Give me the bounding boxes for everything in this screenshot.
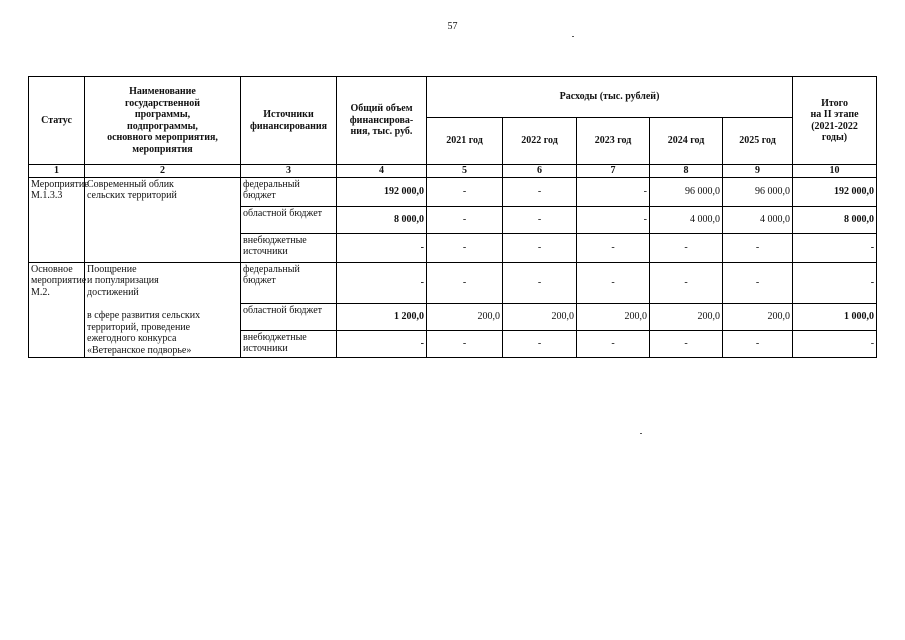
column-number: 6: [503, 165, 577, 178]
row-value-2024: 200,0: [650, 303, 723, 330]
row-program-name: Поощрение и популяризация достижений в сфере развития сельских территорий, проведение ежегодного конкурса «Ветеранское подворье»: [85, 262, 241, 358]
row-total-volume: 192 000,0: [337, 177, 427, 206]
row-value-2023: -: [577, 206, 650, 233]
table-row: [29, 177, 877, 206]
row-value-2021: -: [427, 330, 503, 357]
column-number: 8: [650, 165, 723, 178]
row-stage-total: 1 000,0: [793, 303, 877, 330]
row-value-2022: -: [503, 262, 577, 303]
row-total-volume: -: [337, 262, 427, 303]
row-value-2021: 200,0: [427, 303, 503, 330]
column-number: 1: [29, 165, 85, 178]
column-number: 4: [337, 165, 427, 178]
header-year-2022: 2022 год: [503, 118, 577, 165]
scan-speck: [640, 433, 642, 434]
row-value-2021: -: [427, 262, 503, 303]
header-year-2023: 2023 год: [577, 118, 650, 165]
row-value-2025: -: [723, 233, 793, 262]
row-value-2023: -: [577, 262, 650, 303]
header-sources: Источники финансирования: [241, 77, 337, 165]
row-value-2025: 200,0: [723, 303, 793, 330]
header-name: Наименование государственной программы, подпрограммы, основного мероприятия, мероприятия: [85, 77, 241, 165]
row-value-2024: -: [650, 330, 723, 357]
row-source: областной бюджет: [241, 303, 337, 330]
scan-speck: [572, 36, 574, 37]
row-source: внебюджетные источники: [241, 233, 337, 262]
row-value-2024: 96 000,0: [650, 177, 723, 206]
row-value-2023: -: [577, 233, 650, 262]
row-source: областной бюджет: [241, 206, 337, 233]
column-number: 7: [577, 165, 650, 178]
header-year-2025: 2025 год: [723, 118, 793, 165]
table-row: [29, 262, 877, 303]
column-numbers-row: [29, 165, 877, 178]
row-value-2021: -: [427, 233, 503, 262]
row-status: Основное мероприятие М.2.: [29, 262, 85, 358]
row-value-2021: -: [427, 177, 503, 206]
row-value-2025: 96 000,0: [723, 177, 793, 206]
column-number: 9: [723, 165, 793, 178]
page-number: 57: [447, 21, 458, 32]
row-value-2025: 4 000,0: [723, 206, 793, 233]
row-total-volume: -: [337, 233, 427, 262]
row-value-2021: -: [427, 206, 503, 233]
row-value-2024: -: [650, 262, 723, 303]
row-value-2022: -: [503, 206, 577, 233]
header-status: Статус: [29, 77, 85, 165]
column-number: 5: [427, 165, 503, 178]
column-number: 2: [85, 165, 241, 178]
row-value-2025: -: [723, 262, 793, 303]
row-value-2024: -: [650, 233, 723, 262]
row-value-2024: 4 000,0: [650, 206, 723, 233]
row-stage-total: -: [793, 262, 877, 303]
row-value-2023: 200,0: [577, 303, 650, 330]
row-stage-total: -: [793, 330, 877, 357]
row-program-name: Современный облик сельских территорий: [85, 177, 241, 262]
row-value-2025: -: [723, 330, 793, 357]
row-value-2022: 200,0: [503, 303, 577, 330]
header-year-2021: 2021 год: [427, 118, 503, 165]
row-source: федеральный бюджет: [241, 177, 337, 206]
row-stage-total: 8 000,0: [793, 206, 877, 233]
row-status: Мероприятие М.1.3.3: [29, 177, 85, 262]
row-source: федеральный бюджет: [241, 262, 337, 303]
row-total-volume: 8 000,0: [337, 206, 427, 233]
row-value-2022: -: [503, 330, 577, 357]
row-stage-total: 192 000,0: [793, 177, 877, 206]
header-total-volume: Общий объем финансирова- ния, тыс. руб.: [337, 77, 427, 165]
row-value-2022: -: [503, 233, 577, 262]
column-number: 10: [793, 165, 877, 178]
row-value-2023: -: [577, 177, 650, 206]
column-number: 3: [241, 165, 337, 178]
header-expenses: Расходы (тыс. рублей): [427, 77, 793, 118]
budget-table: [28, 76, 877, 358]
row-total-volume: 1 200,0: [337, 303, 427, 330]
row-value-2023: -: [577, 330, 650, 357]
row-source: внебюджетные источники: [241, 330, 337, 357]
row-total-volume: -: [337, 330, 427, 357]
row-stage-total: -: [793, 233, 877, 262]
header-stage-total: Итого на II этапе (2021-2022 годы): [793, 77, 877, 165]
header-year-2024: 2024 год: [650, 118, 723, 165]
row-value-2022: -: [503, 177, 577, 206]
